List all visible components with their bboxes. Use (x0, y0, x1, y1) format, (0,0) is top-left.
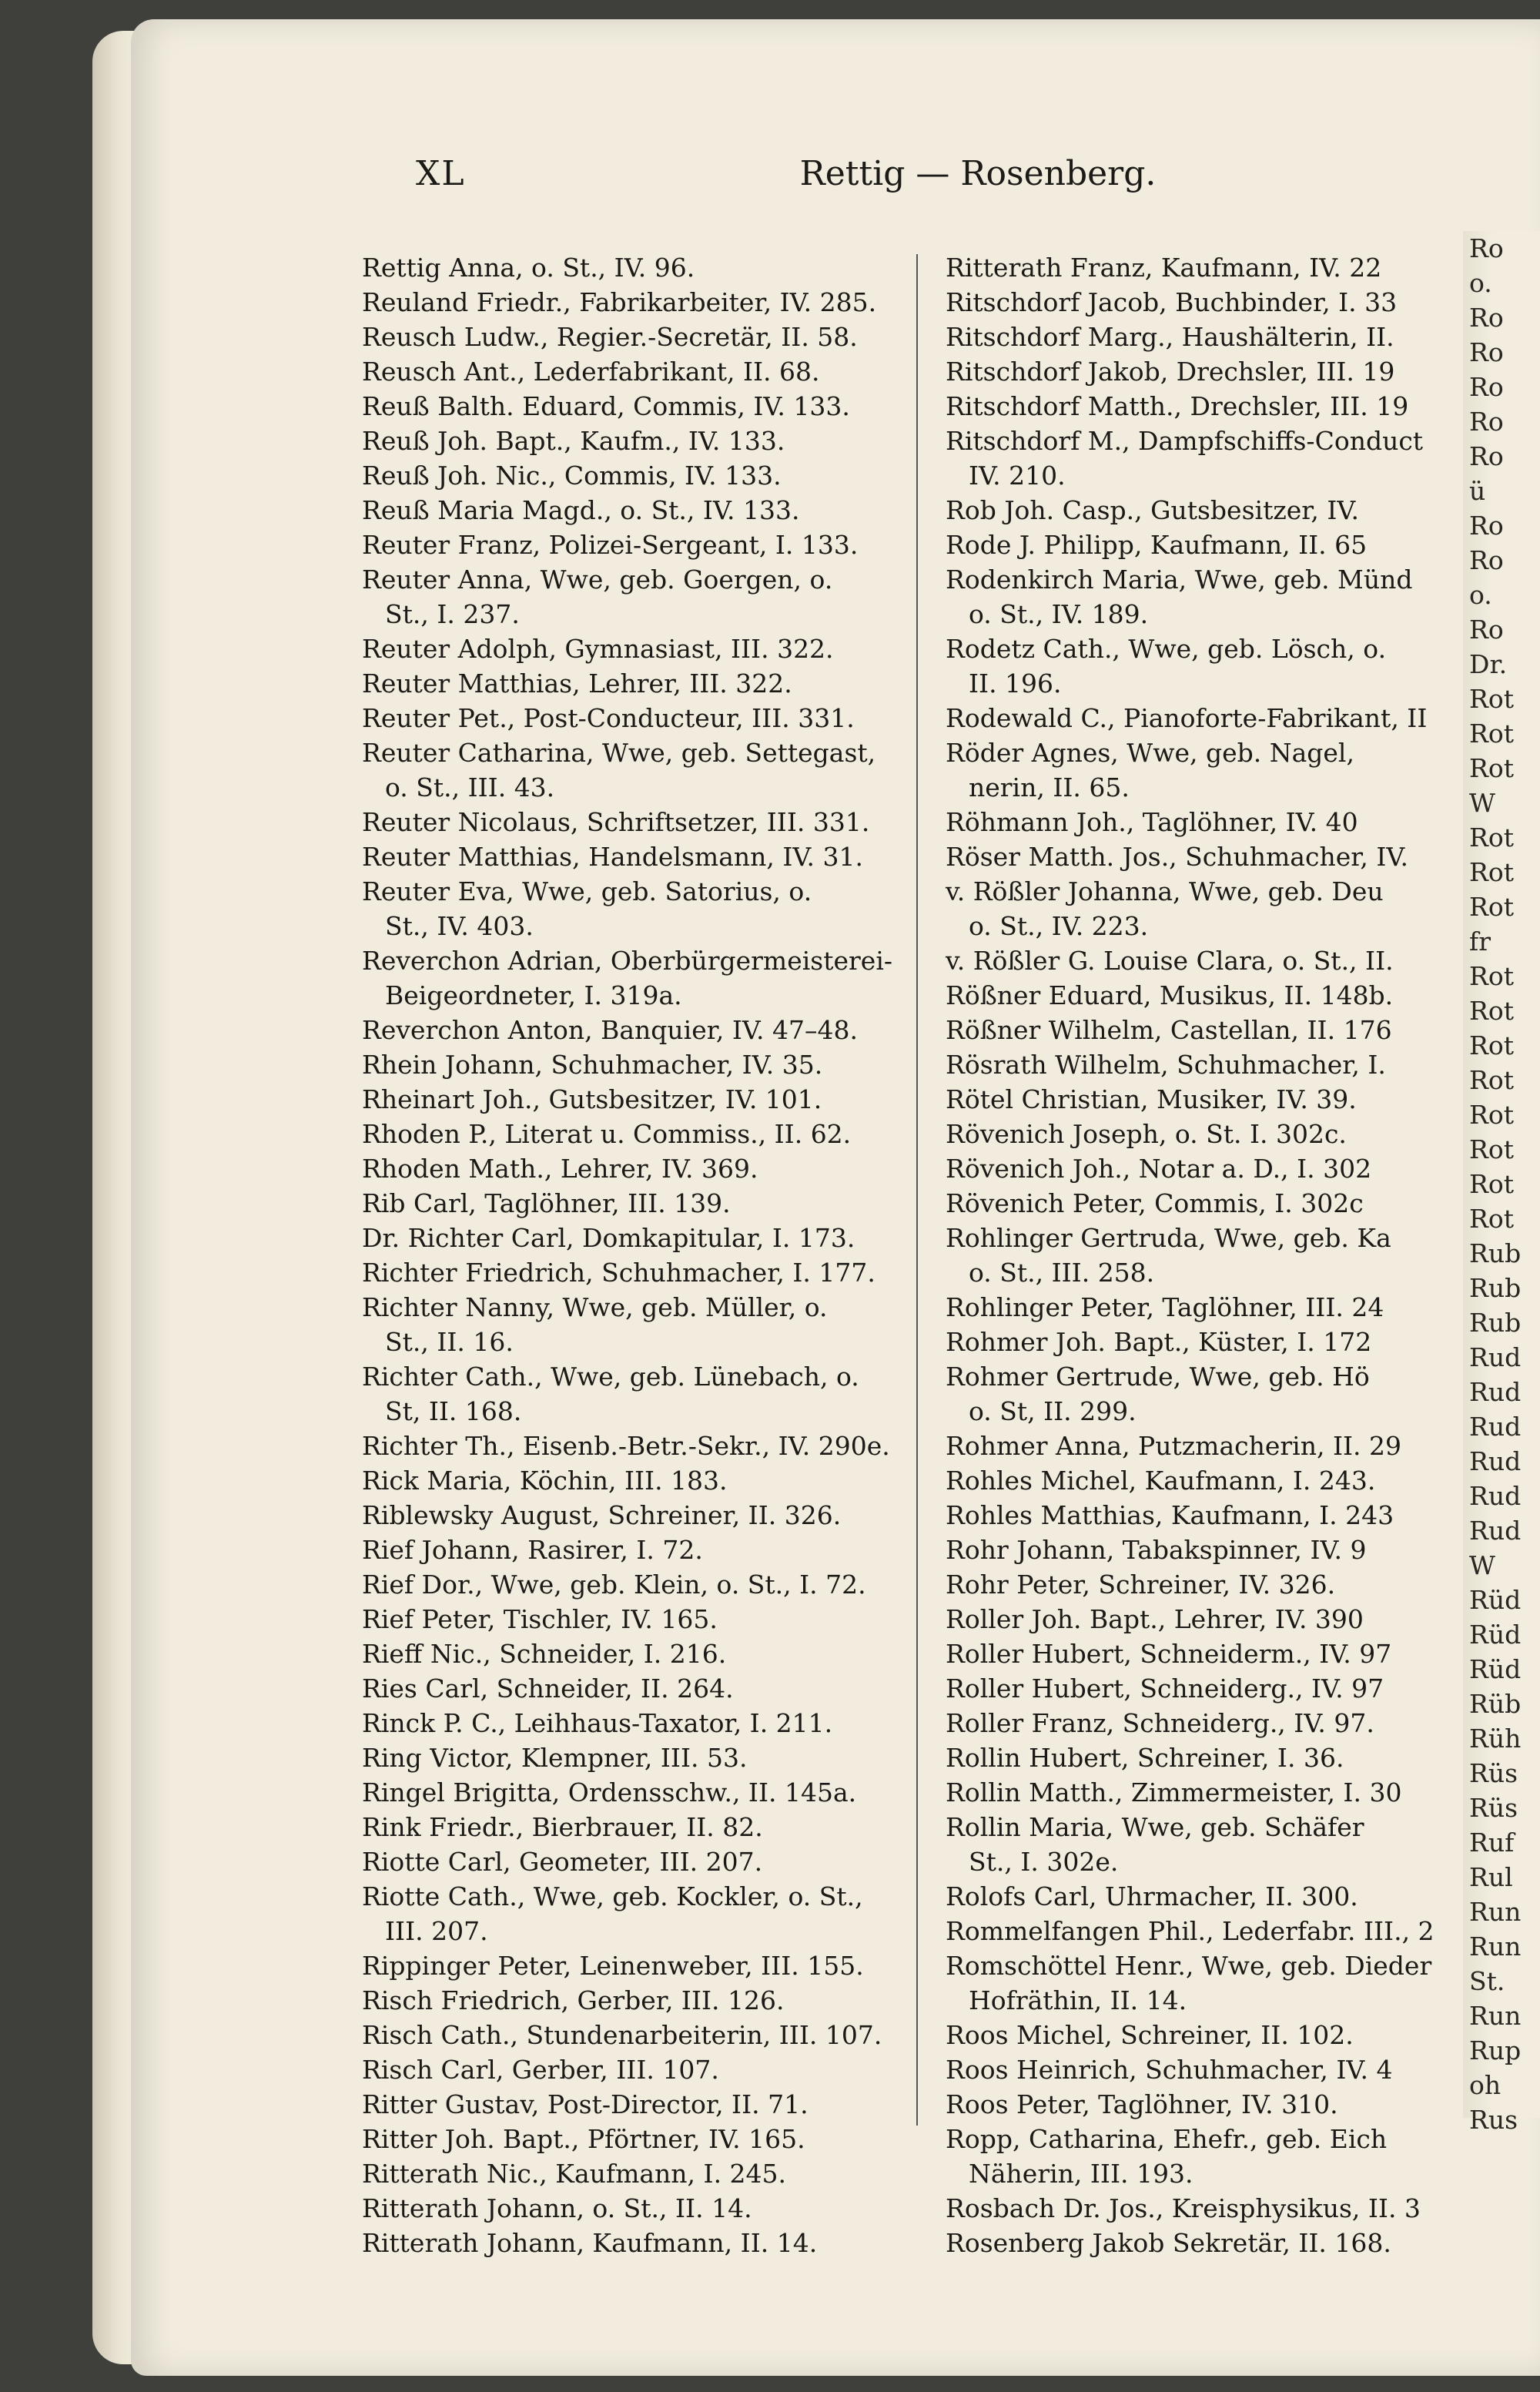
directory-entry: Reuß Balth. Eduard, Commis, IV. 133. (362, 391, 850, 421)
directory-entry: Ropp, Catharina, Ehefr., geb. Eich (946, 2124, 1388, 2154)
next-page-fragment: Ro (1469, 441, 1504, 471)
directory-entry: St., II. 16. (385, 1327, 514, 1357)
directory-entry: Rob Joh. Casp., Gutsbesitzer, IV. (946, 495, 1359, 525)
directory-entry: Ritschdorf Jacob, Buchbinder, I. 33 (946, 287, 1398, 317)
next-page-fragment: fr (1469, 926, 1491, 956)
directory-entry: Rief Peter, Tischler, IV. 165. (362, 1604, 718, 1634)
directory-entry: Rollin Hubert, Schreiner, I. 36. (946, 1743, 1344, 1773)
directory-entry: Rollin Matth., Zimmermeister, I. 30 (946, 1777, 1402, 1807)
page-number: XL (416, 154, 466, 193)
directory-entry: Risch Friedrich, Gerber, III. 126. (362, 1985, 785, 2015)
next-page-fragment: Rud (1469, 1412, 1522, 1442)
directory-entry: Rommelfangen Phil., Lederfabr. III., 2 (946, 1916, 1435, 1946)
next-page-fragment: Rot (1469, 996, 1514, 1026)
directory-entry: Rohr Johann, Tabakspinner, IV. 9 (946, 1535, 1367, 1565)
directory-entry: Rösrath Wilhelm, Schuhmacher, I. (946, 1050, 1386, 1080)
next-page-fragment: Rot (1469, 753, 1514, 783)
directory-entry: Roller Joh. Bapt., Lehrer, IV. 390 (946, 1604, 1364, 1634)
directory-entry: Ritschdorf Jakob, Drechsler, III. 19 (946, 357, 1395, 387)
directory-entry: IV. 210. (969, 461, 1066, 491)
directory-entry: Reuter Matthias, Lehrer, III. 322. (362, 668, 792, 699)
next-page-fragment: Rot (1469, 822, 1514, 853)
next-page-fragment: Rot (1469, 1030, 1514, 1060)
directory-entry: Reverchon Adrian, Oberbürgermeisterei- (362, 946, 893, 976)
directory-entry: Rodetz Cath., Wwe, geb. Lösch, o. (946, 634, 1387, 664)
directory-entry: Risch Carl, Gerber, III. 107. (362, 2055, 719, 2085)
directory-entry: Rodewald C., Pianoforte-Fabrikant, II (946, 703, 1428, 733)
next-page-fragment: Rot (1469, 961, 1514, 991)
directory-entry: Rohles Michel, Kaufmann, I. 243. (946, 1466, 1376, 1496)
directory-entry: Ritterath Johann, Kaufmann, II. 14. (362, 2228, 818, 2258)
next-page-fragment: W (1469, 1550, 1495, 1580)
directory-entry: St., IV. 403. (385, 911, 534, 941)
directory-entry: Rosbach Dr. Jos., Kreisphysikus, II. 3 (946, 2193, 1421, 2223)
directory-entry: Ritschdorf Marg., Haushälterin, II. (946, 322, 1394, 352)
directory-entry: Riblewsky August, Schreiner, II. 326. (362, 1500, 842, 1530)
directory-entry: Rößner Eduard, Musikus, II. 148b. (946, 980, 1394, 1010)
next-page-fragment: Ruf (1469, 1828, 1515, 1858)
directory-entry: Reuter Matthias, Handelsmann, IV. 31. (362, 842, 863, 872)
next-page-fragment: Rüs (1469, 1793, 1518, 1823)
directory-entry: Rohles Matthias, Kaufmann, I. 243 (946, 1500, 1394, 1530)
directory-entry: Rink Friedr., Bierbrauer, II. 82. (362, 1812, 763, 1842)
next-page-fragment: Ro (1469, 545, 1504, 575)
next-page-fragment: Rud (1469, 1446, 1522, 1476)
directory-entry: Rohlinger Gertruda, Wwe, geb. Ka (946, 1223, 1391, 1253)
directory-entry: Roller Hubert, Schneiderm., IV. 97 (946, 1639, 1392, 1669)
next-page-fragment: Run (1469, 1931, 1522, 1962)
next-page-fragment: Rüb (1469, 1689, 1522, 1719)
directory-entry: Reusch Ant., Lederfabrikant, II. 68. (362, 357, 820, 387)
next-page-fragment: o. (1469, 580, 1492, 610)
next-page-fragment: Rud (1469, 1342, 1522, 1372)
directory-entry: Riotte Cath., Wwe, geb. Kockler, o. St., (362, 1881, 863, 1911)
directory-entry: Rick Maria, Köchin, III. 183. (362, 1466, 728, 1496)
directory-entry: Ritterath Franz, Kaufmann, IV. 22 (946, 253, 1382, 283)
directory-entry: Ritter Gustav, Post-Director, II. 71. (362, 2089, 808, 2119)
directory-entry: Ritschdorf M., Dampfschiffs-Conduct (946, 426, 1424, 456)
next-page-fragment: Rot (1469, 857, 1514, 887)
directory-entry: Reuter Nicolaus, Schriftsetzer, III. 331. (362, 807, 870, 837)
next-page-fragment: Rub (1469, 1238, 1522, 1268)
next-page-fragment: Rot (1469, 892, 1514, 922)
directory-entry: Rheinart Joh., Gutsbesitzer, IV. 101. (362, 1084, 822, 1114)
directory-entry: Richter Nanny, Wwe, geb. Müller, o. (362, 1292, 828, 1322)
directory-entry: Rohmer Gertrude, Wwe, geb. Hö (946, 1362, 1370, 1392)
directory-entry: Rinck P. C., Leihhaus-Taxator, I. 211. (362, 1708, 833, 1738)
directory-entry: Reverchon Anton, Banquier, IV. 47–48. (362, 1015, 858, 1045)
directory-entry: Reusch Ludw., Regier.-Secretär, II. 58. (362, 322, 858, 352)
directory-entry: o. St., IV. 189. (969, 599, 1149, 629)
directory-entry: Reuter Anna, Wwe, geb. Goergen, o. (362, 564, 833, 595)
next-page-fragment: Rüd (1469, 1654, 1522, 1684)
directory-entry: Ritter Joh. Bapt., Pförtner, IV. 165. (362, 2124, 805, 2154)
directory-entry: Ritschdorf Matth., Drechsler, III. 19 (946, 391, 1409, 421)
directory-entry: Ring Victor, Klempner, III. 53. (362, 1743, 748, 1773)
directory-entry: Reuter Pet., Post-Conducteur, III. 331. (362, 703, 855, 733)
directory-entry: Rettig Anna, o. St., IV. 96. (362, 253, 695, 283)
next-page-fragment: Rub (1469, 1308, 1522, 1338)
directory-entry: Reuß Joh. Nic., Commis, IV. 133. (362, 461, 782, 491)
directory-entry: Reuter Eva, Wwe, geb. Satorius, o. (362, 876, 812, 906)
directory-entry: Roos Peter, Taglöhner, IV. 310. (946, 2089, 1338, 2119)
page-header (416, 154, 1540, 216)
next-page-fragment: Rot (1469, 684, 1514, 714)
next-page-fragment: o. (1469, 268, 1492, 298)
directory-entry: Rohr Peter, Schreiner, IV. 326. (946, 1570, 1336, 1600)
directory-entry: Rief Johann, Rasirer, I. 72. (362, 1535, 703, 1565)
directory-entry: Roos Michel, Schreiner, II. 102. (946, 2020, 1354, 2050)
directory-entry: Reuland Friedr., Fabrikarbeiter, IV. 285. (362, 287, 877, 317)
directory-entry: Rößner Wilhelm, Castellan, II. 176 (946, 1015, 1392, 1045)
next-page-fragment: ü (1469, 476, 1486, 506)
directory-entry: Rodenkirch Maria, Wwe, geb. Münd (946, 564, 1413, 595)
directory-entry: Rötel Christian, Musiker, IV. 39. (946, 1084, 1357, 1114)
directory-entry: Richter Th., Eisenb.-Betr.-Sekr., IV. 290e. (362, 1431, 890, 1461)
directory-entry: Richter Friedrich, Schuhmacher, I. 177. (362, 1258, 875, 1288)
directory-entry: Rövenich Peter, Commis, I. 302c (946, 1188, 1364, 1218)
directory-entry: Röhmann Joh., Taglöhner, IV. 40 (946, 807, 1358, 837)
next-page-fragment: Rüd (1469, 1620, 1522, 1650)
directory-entry: Risch Cath., Stundenarbeiterin, III. 107. (362, 2020, 882, 2050)
directory-entry: Rhoden Math., Lehrer, IV. 369. (362, 1154, 758, 1184)
directory-entry: III. 207. (385, 1916, 488, 1946)
next-page-fragment: Rot (1469, 719, 1514, 749)
directory-entry: o. St., III. 258. (969, 1258, 1155, 1288)
next-page-fragment: Rud (1469, 1481, 1522, 1511)
next-page-fragment: Run (1469, 2001, 1522, 2031)
directory-entry: Rövenich Joseph, o. St. I. 302c. (946, 1119, 1347, 1149)
directory-entry: Röder Agnes, Wwe, geb. Nagel, (946, 738, 1354, 768)
next-page-fragment: St. (1469, 1966, 1505, 1996)
directory-entry: Hofräthin, II. 14. (969, 1985, 1187, 2015)
directory-entry: Roller Hubert, Schneiderg., IV. 97 (946, 1673, 1384, 1704)
next-page-fragment: Run (1469, 1897, 1522, 1927)
directory-entry: Rosenberg Jakob Sekretär, II. 168. (946, 2228, 1391, 2258)
directory-entry: Ritterath Nic., Kaufmann, I. 245. (362, 2159, 787, 2189)
directory-entry: Reuß Maria Magd., o. St., IV. 133. (362, 495, 800, 525)
directory-entry: Näherin, III. 193. (969, 2159, 1194, 2189)
directory-entry: Richter Cath., Wwe, geb. Lünebach, o. (362, 1362, 859, 1392)
directory-entry: Rhein Johann, Schuhmacher, IV. 35. (362, 1050, 823, 1080)
directory-entry: o. St., IV. 223. (969, 911, 1149, 941)
directory-entry: Rollin Maria, Wwe, geb. Schäfer (946, 1812, 1364, 1842)
directory-entry: St., I. 237. (385, 599, 520, 629)
directory-entry: Roos Heinrich, Schuhmacher, IV. 4 (946, 2055, 1393, 2085)
next-page-fragment: oh (1469, 2070, 1502, 2100)
directory-entry: Rippinger Peter, Leinenweber, III. 155. (362, 1951, 864, 1981)
next-page-fragment: Ro (1469, 233, 1504, 263)
directory-entry: Reuß Joh. Bapt., Kaufm., IV. 133. (362, 426, 785, 456)
directory-entry: Rhoden P., Literat u. Commiss., II. 62. (362, 1119, 852, 1149)
directory-entry: Ritterath Johann, o. St., II. 14. (362, 2193, 752, 2223)
next-page-fragment: Ro (1469, 511, 1504, 541)
directory-entry: Romschöttel Henr., Wwe, geb. Dieder (946, 1951, 1432, 1981)
running-head: Rettig — Rosenberg. (799, 154, 1157, 193)
directory-entry: Dr. Richter Carl, Domkapitular, I. 173. (362, 1223, 855, 1253)
next-page-fragment: Rot (1469, 1065, 1514, 1095)
next-page-fragment: Rot (1469, 1100, 1514, 1130)
directory-entry: Rohmer Anna, Putzmacherin, II. 29 (946, 1431, 1401, 1461)
directory-entry: Roller Franz, Schneiderg., IV. 97. (946, 1708, 1374, 1738)
next-page-fragment: W (1469, 788, 1495, 818)
directory-entry: Rief Dor., Wwe, geb. Klein, o. St., I. 72. (362, 1570, 866, 1600)
next-page-fragment: Rüd (1469, 1585, 1522, 1615)
next-page-fragment: Dr. (1469, 649, 1508, 679)
directory-entry: Ries Carl, Schneider, II. 264. (362, 1673, 734, 1704)
directory-entry: Rolofs Carl, Uhrmacher, II. 300. (946, 1881, 1358, 1911)
directory-entry: II. 196. (969, 668, 1062, 699)
directory-entry: o. St., III. 43. (385, 772, 555, 802)
directory-entry: Reuter Adolph, Gymnasiast, III. 322. (362, 634, 834, 664)
directory-entry: v. Rößler Johanna, Wwe, geb. Deu (946, 876, 1384, 906)
directory-entry: nerin, II. 65. (969, 772, 1130, 802)
directory-entry: o. St, II. 299. (969, 1396, 1137, 1426)
directory-entry: Ringel Brigitta, Ordensschw., II. 145a. (362, 1777, 857, 1807)
next-page-fragment: Rüh (1469, 1724, 1522, 1754)
next-page-fragment: Rus (1469, 2105, 1518, 2135)
directory-entry: Röser Matth. Jos., Schuhmacher, IV. (946, 842, 1408, 872)
next-page-fragment: Ro (1469, 372, 1504, 402)
next-page-fragment: Rud (1469, 1377, 1522, 1407)
directory-entry: Rode J. Philipp, Kaufmann, II. 65 (946, 530, 1368, 560)
next-page-fragment: Rot (1469, 1169, 1514, 1199)
directory-entry: Reuter Franz, Polizei-Sergeant, I. 133. (362, 530, 859, 560)
directory-entry: Rohmer Joh. Bapt., Küster, I. 172 (946, 1327, 1372, 1357)
next-page-fragment: Ro (1469, 303, 1504, 333)
column-divider (916, 254, 918, 2126)
directory-entry: Beigeordneter, I. 319a. (385, 980, 682, 1010)
next-page-fragment: Rud (1469, 1516, 1522, 1546)
directory-entry: Rövenich Joh., Notar a. D., I. 302 (946, 1154, 1372, 1184)
next-page-fragment: Rot (1469, 1134, 1514, 1164)
directory-entry: Riotte Carl, Geometer, III. 207. (362, 1847, 763, 1877)
next-page-fragment: Ro (1469, 337, 1504, 367)
next-page-fragment: Ro (1469, 407, 1504, 437)
next-page-fragment: Rot (1469, 1204, 1514, 1234)
directory-entry: St., I. 302e. (969, 1847, 1119, 1877)
directory-entry: Rib Carl, Taglöhner, III. 139. (362, 1188, 731, 1218)
next-page-fragment: Rul (1469, 1862, 1513, 1892)
adjacent-page-fragment (1463, 231, 1540, 2135)
left-column (362, 250, 901, 2260)
directory-entry: Rieff Nic., Schneider, I. 216. (362, 1639, 727, 1669)
next-page-fragment: Rup (1469, 2035, 1522, 2065)
next-page-fragment: Rüs (1469, 1758, 1518, 1788)
right-column (946, 250, 1461, 2260)
directory-entry: Reuter Catharina, Wwe, geb. Settegast, (362, 738, 876, 768)
directory-entry: v. Rößler G. Louise Clara, o. St., II. (946, 946, 1394, 976)
directory-entry: Rohlinger Peter, Taglöhner, III. 24 (946, 1292, 1384, 1322)
directory-entry: St, II. 168. (385, 1396, 522, 1426)
next-page-fragment: Rub (1469, 1273, 1522, 1303)
next-page-fragment: Ro (1469, 615, 1504, 645)
